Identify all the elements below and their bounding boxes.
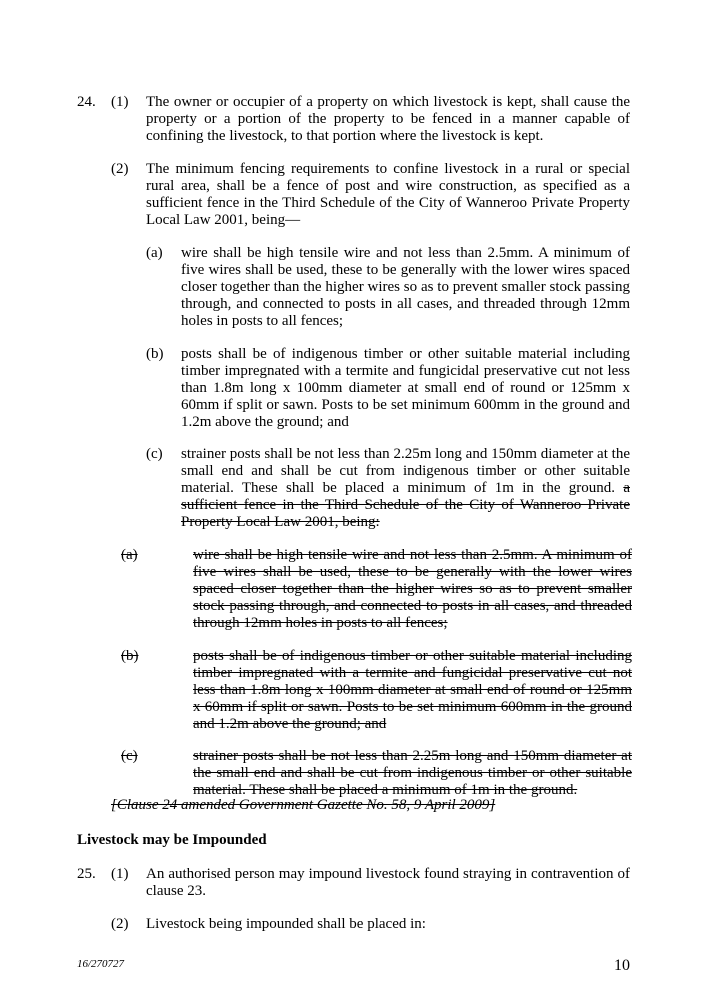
item-b-number: (b)	[146, 346, 164, 362]
item-c-current-text: strainer posts shall be not less than 2.25m long and 150mm diameter at the small end and shall be cut from indigenous timber or other suitable material. These shall be placed a minimum of 1m in the ground.	[181, 446, 630, 496]
clause-25-2-text: Livestock being impounded shall be placed in:	[146, 916, 426, 932]
clause-24-1-number: (1)	[111, 94, 129, 110]
struck-item-b-number: (b)	[121, 648, 139, 664]
document-reference: 16/270727	[77, 958, 125, 970]
clause-25-1-number: (1)	[111, 866, 129, 882]
section-heading: Livestock may be Impounded	[77, 832, 267, 848]
clause-24-2-text: The minimum fencing requirements to confine livestock in a rural or special rural area, shall be a fence of post and wire construction, as specified as a sufficient fence in the Third Schedule of the City of Wanneroo Private Property Local Law 2001, being—	[146, 161, 630, 228]
clause-25-1-text: An authorised person may impound livestock found straying in contravention of clause 23.	[146, 866, 630, 899]
amendment-note: [Clause 24 amended Government Gazette No. 58, 9 April 2009]	[111, 797, 496, 813]
clause-25-number: 25.	[77, 866, 96, 882]
page-number: 10	[614, 957, 630, 974]
clause-24-number: 24.	[77, 94, 96, 110]
clause-24-1-text: The owner or occupier of a property on which livestock is kept, shall cause the property or a portion of the property to be fenced in a manner capable of confining the livestock, to that portion where the livestock is kept.	[146, 94, 630, 144]
item-a-text: wire shall be high tensile wire and not less than 2.5mm. A minimum of five wires shall be used, these to be generally with the lower wires spaced closer together than the higher wires so as to prevent smaller stock passing through, and connected to posts in all cases, and threaded through 12mm holes in posts to all fences;	[181, 245, 630, 329]
struck-item-b-text: posts shall be of indigenous timber or other suitable material including timber impregnated with a termite and fungicidal preservative cut not less than 1.8m long x 100mm diameter at small end of round or 125mm x 60mm if split or sawn. Posts to be set minimum 600mm in the ground and 1.2m above the ground; and	[193, 648, 632, 732]
struck-item-a-text: wire shall be high tensile wire and not less than 2.5mm. A minimum of five wires shall be used, these to be generally with the lower wires spaced closer together than the higher wires so as to prevent smaller stock passing through, and connected to posts in all cases, and threaded through 12mm holes in posts to all fences;	[193, 547, 632, 631]
clause-24-2-number: (2)	[111, 161, 129, 177]
item-c-number: (c)	[146, 446, 163, 462]
item-c-text	[181, 446, 630, 531]
struck-item-a-number: (a)	[121, 547, 138, 563]
item-a-number: (a)	[146, 245, 163, 261]
item-b-text: posts shall be of indigenous timber or other suitable material including timber impregnated with a termite and fungicidal preservative cut not less than 1.8m long x 100mm diameter at small end of round or 125mm x 60mm if split or sawn. Posts to be set minimum 600mm in the ground and 1.2m above the ground; and	[181, 346, 630, 430]
item-c-struck-text: a sufficient fence in the Third Schedule of the City of Wanneroo Private Property Local Law 2001, being:	[181, 480, 630, 530]
clause-25-2-number: (2)	[111, 916, 129, 932]
struck-item-c-number: (c)	[121, 748, 138, 764]
struck-item-c-text: strainer posts shall be not less than 2.25m long and 150mm diameter at the small end and shall be cut from indigenous timber or other suitable material. These shall be placed a minimum of 1m in the ground.	[193, 748, 632, 798]
